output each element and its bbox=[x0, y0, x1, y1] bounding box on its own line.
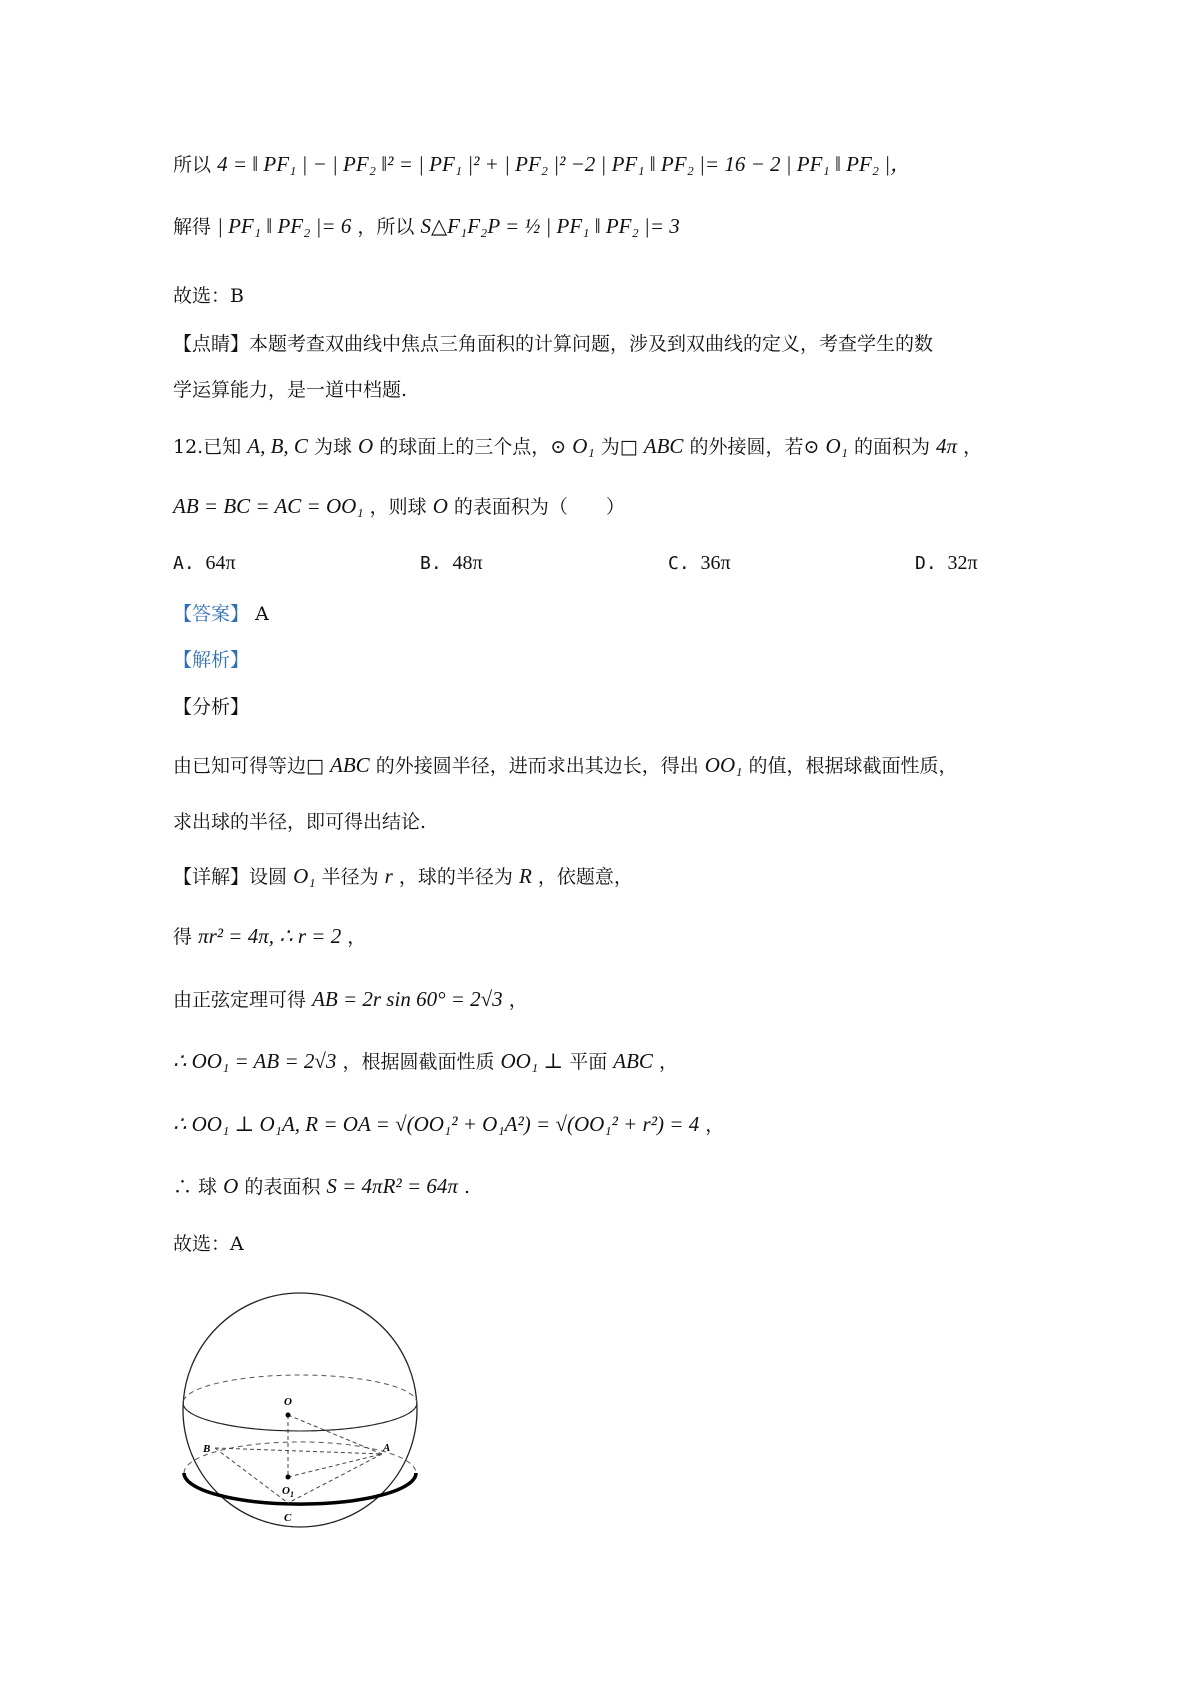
option-letter: A. bbox=[173, 553, 195, 574]
option-value: 48π bbox=[452, 552, 483, 574]
option-letter: C. bbox=[668, 553, 690, 574]
math-expression: OO₁ ⊥ bbox=[500, 1049, 564, 1073]
fenxi-line-1 bbox=[173, 751, 957, 780]
line-text: 的球面上的三个点，⊙ bbox=[379, 436, 567, 458]
line-text: 得 bbox=[173, 926, 193, 948]
option-b[interactable] bbox=[420, 552, 483, 575]
option-c[interactable] bbox=[668, 552, 731, 575]
line-text: 的面积为 bbox=[853, 436, 930, 458]
great-circle-front bbox=[183, 1403, 417, 1431]
math-distance: OO₁ bbox=[704, 753, 743, 777]
math-center: O₁ bbox=[293, 864, 316, 888]
question-12-line-1 bbox=[173, 432, 982, 461]
point-o1 bbox=[286, 1475, 291, 1480]
line-text: 所以 bbox=[173, 154, 212, 176]
line-text: 的值，根据球截面性质， bbox=[748, 755, 958, 777]
math-points: A, B, C bbox=[247, 434, 308, 458]
solution-line-2 bbox=[173, 212, 680, 241]
small-circle-back bbox=[184, 1442, 416, 1473]
line-text: 半径为 bbox=[321, 866, 379, 888]
fenxi-tag-line: 【分析】 bbox=[173, 696, 250, 718]
line-text: 的表面积 bbox=[244, 1176, 321, 1198]
line-text: ， bbox=[705, 1114, 725, 1136]
analysis-line: 【解析】 bbox=[173, 649, 250, 671]
line-text: 由已知可得等边□ bbox=[173, 755, 324, 777]
line-text: 为球 bbox=[313, 436, 352, 458]
comment-line-1: 【点睛】本题考查双曲线中焦点三角面积的计算问题，涉及到双曲线的定义，考查学生的数 bbox=[173, 333, 934, 355]
math-sphere: O bbox=[358, 434, 374, 458]
line-text: ， bbox=[963, 436, 983, 458]
option-value: 64π bbox=[205, 552, 236, 574]
choice-line-1: 故选：B bbox=[173, 285, 244, 307]
line-text: 解得 bbox=[173, 216, 212, 238]
solution-line-1 bbox=[173, 150, 911, 179]
segment-ac bbox=[288, 1454, 382, 1503]
math-expression: S△F₁F₂P = ½ | PF₁ ‖ PF₂ |= 3 bbox=[420, 214, 680, 238]
answer-tag: 【答案】 bbox=[173, 603, 250, 625]
math-expression: 4 = ‖ PF₁ | − | PF₂ ‖² = | PF₁ |² + | PF₂ |² −2 | PF₁ ‖ PF₂ |= 16 − 2 | PF₁ ‖ PF₂ |， bbox=[217, 152, 912, 176]
line-text: ，依题意， bbox=[537, 866, 633, 888]
math-circle: O₁ bbox=[572, 434, 595, 458]
option-letter: D. bbox=[915, 553, 937, 574]
label-c: C bbox=[284, 1512, 292, 1524]
step-5 bbox=[173, 1172, 470, 1201]
sphere-figure bbox=[170, 1285, 430, 1535]
math-expression: | PF₁ ‖ PF₂ |= 6 bbox=[217, 214, 352, 238]
math-equal-sides: AB = BC = AC = OO₁ bbox=[173, 494, 364, 518]
math-expression: O bbox=[223, 1174, 239, 1198]
line-text: 为□ bbox=[600, 436, 638, 458]
line-text: 的表面积为（ ） bbox=[453, 496, 625, 518]
comment-line-2: 学运算能力，是一道中档题. bbox=[173, 379, 408, 401]
math-r: r bbox=[384, 864, 393, 888]
sphere-outline bbox=[183, 1293, 417, 1527]
label-b: B bbox=[203, 1443, 211, 1455]
math-expression: AB = 2r sin 60° = 2√3 bbox=[312, 987, 503, 1011]
option-d[interactable] bbox=[915, 552, 978, 575]
option-a[interactable] bbox=[173, 552, 236, 575]
line-text: ，根据圆截面性质 bbox=[342, 1051, 495, 1073]
line-text: ， bbox=[658, 1051, 678, 1073]
line-text: ，则球 bbox=[369, 496, 427, 518]
label-o1: $O_1$ bbox=[282, 1485, 294, 1499]
detail-line bbox=[173, 862, 633, 891]
segment-bc bbox=[215, 1448, 288, 1503]
segment-o1a bbox=[288, 1454, 382, 1477]
math-expression: ∴ OO₁ ⊥ O₁A, R = OA = √(OO₁² + O₁A²) = √(OO₁² + r²) = 4 bbox=[173, 1112, 700, 1136]
step-1 bbox=[173, 922, 366, 951]
line-text: 平面 bbox=[569, 1051, 608, 1073]
line-text: ∴ 球 bbox=[173, 1176, 218, 1198]
math-circle-2: O₁ bbox=[825, 434, 848, 458]
fenxi-line-2: 求出球的半径，即可得出结论. bbox=[173, 811, 427, 833]
final-choice: 故选：A bbox=[173, 1233, 244, 1255]
math-triangle: ABC bbox=[643, 434, 684, 458]
label-o: O bbox=[284, 1396, 292, 1408]
math-expression: S = 4πR² = 64π bbox=[326, 1174, 458, 1198]
step-3 bbox=[173, 1047, 678, 1076]
math-big-r: R bbox=[518, 864, 532, 888]
option-value: 32π bbox=[947, 552, 978, 574]
line-text: ， bbox=[508, 989, 528, 1011]
line-text: 由正弦定理可得 bbox=[173, 989, 307, 1011]
step-4 bbox=[173, 1110, 724, 1139]
math-expression: ∴ OO₁ = AB = 2√3 bbox=[173, 1049, 337, 1073]
math-expression: πr² = 4π, ∴ r = 2 bbox=[198, 924, 342, 948]
line-text: 的外接圆半径，进而求出其边长，得出 bbox=[375, 755, 699, 777]
label-a: A bbox=[383, 1442, 391, 1454]
segment-oa bbox=[288, 1415, 382, 1454]
segment-ab bbox=[215, 1448, 382, 1454]
question-number: 12.已知 bbox=[173, 436, 242, 458]
math-triangle: ABC bbox=[330, 753, 370, 777]
math-area: 4π bbox=[936, 434, 958, 458]
step-2 bbox=[173, 985, 528, 1014]
small-circle-front bbox=[184, 1473, 416, 1504]
math-expression: ABC bbox=[613, 1049, 653, 1073]
line-text: 【详解】设圆 bbox=[173, 866, 288, 888]
line-text: ，所以 bbox=[357, 216, 415, 238]
line-text: . bbox=[463, 1176, 470, 1198]
math-sphere-2: O bbox=[432, 494, 448, 518]
line-text: ， bbox=[347, 926, 367, 948]
point-o bbox=[286, 1413, 291, 1418]
answer-value: A bbox=[255, 603, 269, 625]
line-text: ，球的半径为 bbox=[398, 866, 513, 888]
question-12-line-2 bbox=[173, 492, 625, 521]
line-text: 的外接圆，若⊙ bbox=[689, 436, 820, 458]
option-letter: B. bbox=[420, 553, 442, 574]
option-value: 36π bbox=[700, 552, 731, 574]
answer-line bbox=[173, 600, 269, 628]
